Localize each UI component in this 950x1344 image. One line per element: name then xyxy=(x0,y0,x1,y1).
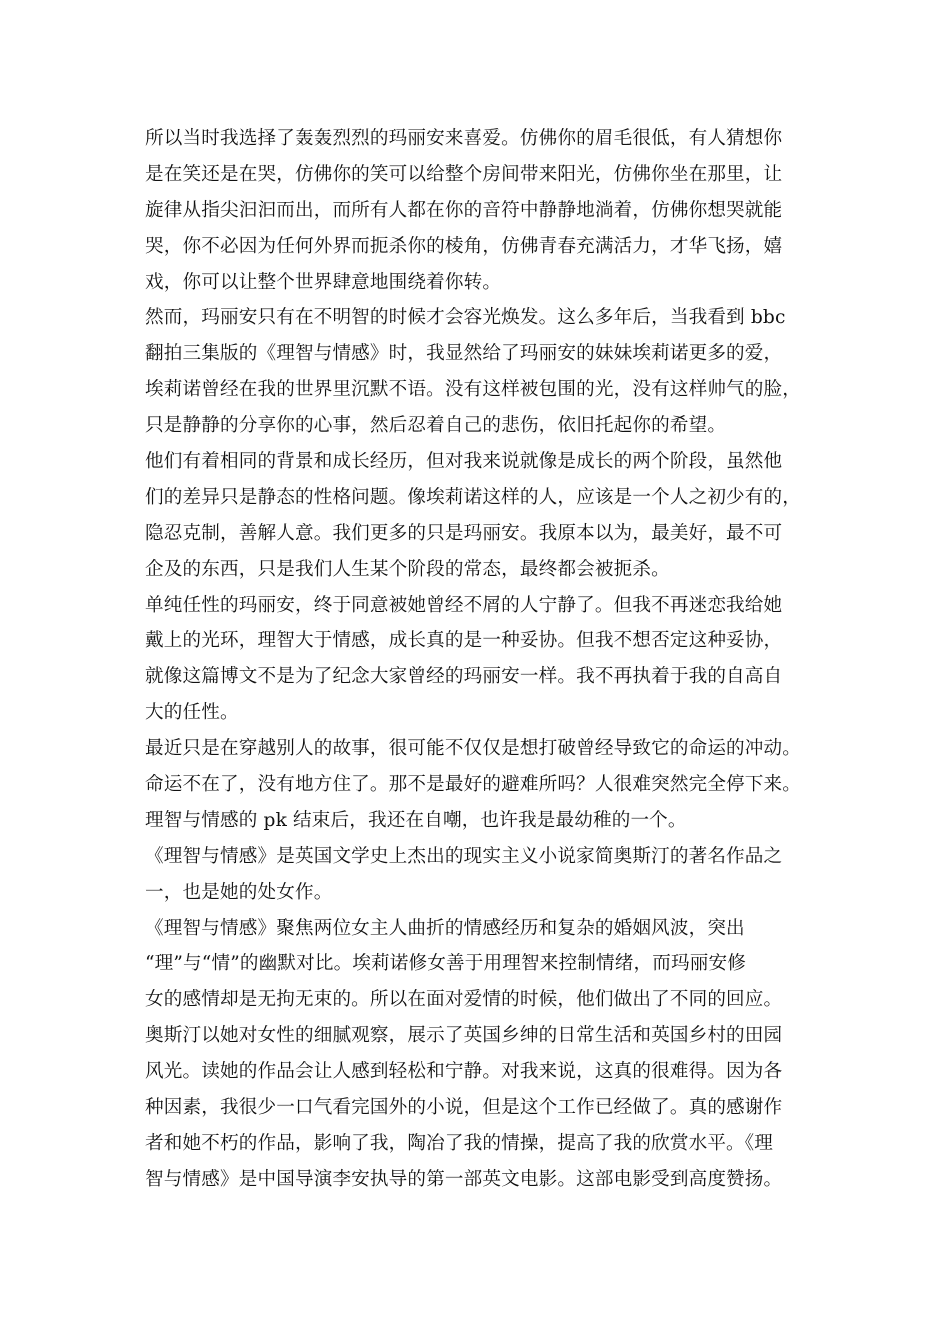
text-line: 女的感情却是无拘无束的。所以在面对爱情的时候，他们做出了不同的回应。 xyxy=(145,989,783,1011)
text-line: 所以当时我选择了轰轰烈烈的玛丽安来喜爱。仿佛你的眉毛很低，有人猜想你 xyxy=(145,128,783,149)
text-line: 大的任性。 xyxy=(145,702,239,724)
text-line: “理”与“情”的幽默对比。埃莉诺修女善于用理智来控制情绪，而玛丽安修 xyxy=(145,953,746,975)
text-line: 风光。读她的作品会让人感到轻松和宁静。对我来说，这真的很难得。因为各 xyxy=(145,1061,783,1083)
text-line: 《理智与情感》聚焦两位女主人曲折的情感经历和复杂的婚姻风波，突出 xyxy=(145,917,745,939)
text-line: 旋律从指尖汩汩而出，而所有人都在你的音符中静静地淌着，仿佛你想哭就能 xyxy=(145,199,783,221)
text-line: 一，也是她的处女作。 xyxy=(145,881,333,903)
text-line: 是在笑还是在哭，仿佛你的笑可以给整个房间带来阳光，仿佛你坐在那里，让 xyxy=(145,163,783,185)
text-line: 戏，你可以让整个世界肆意地围绕着你转。 xyxy=(145,271,502,293)
text-line: 智与情感》是中国导演李安执导的第一部英文电影。这部电影受到高度赞扬。 xyxy=(145,1168,783,1190)
text-line: 埃莉诺曾经在我的世界里沉默不语。没有这样被包围的光，没有这样帅气的脸， xyxy=(145,379,802,401)
document-body xyxy=(145,121,810,1198)
text-line: 者和她不朽的作品，影响了我，陶冶了我的情操，提高了我的欣赏水平。《理 xyxy=(145,1132,773,1154)
text-line: 最近只是在穿越别人的故事，很可能不仅仅是想打破曾经导致它的命运的冲动。 xyxy=(145,738,802,760)
text-line: 隐忍克制，善解人意。我们更多的只是玛丽安。我原本以为，最美好，最不可 xyxy=(145,522,783,544)
text-line: 企及的东西，只是我们人生某个阶段的常态，最终都会被扼杀。 xyxy=(145,558,670,580)
text-line: 命运不在了，没有地方住了。那不是最好的避难所吗？人很难突然完全停下来。 xyxy=(145,774,802,796)
text-line: 然而，玛丽安只有在不明智的时候才会容光焕发。这么多年后，当我看到 bbc xyxy=(145,307,786,329)
text-line: 单纯任性的玛丽安，终于同意被她曾经不屑的人宁静了。但我不再迷恋我给她 xyxy=(145,594,783,616)
text-line: 们的差异只是静态的性格问题。像埃莉诺这样的人，应该是一个人之初少有的， xyxy=(145,486,802,508)
text-line: 种因素，我很少一口气看完国外的小说，但是这个工作已经做了。真的感谢作 xyxy=(145,1097,783,1119)
text-line: 翻拍三集版的《理智与情感》时，我显然给了玛丽安的妹妹埃莉诺更多的爱， xyxy=(145,343,783,365)
text-line: 奥斯汀以她对女性的细腻观察，展示了英国乡绅的日常生活和英国乡村的田园 xyxy=(145,1025,783,1047)
text-line: 他们有着相同的背景和成长经历，但对我来说就像是成长的两个阶段，虽然他 xyxy=(145,451,783,473)
text-line: 《理智与情感》是英国文学史上杰出的现实主义小说家简奥斯汀的著名作品之 xyxy=(145,845,783,867)
text-line: 哭，你不必因为任何外界而扼杀你的棱角，仿佛青春充满活力，才华飞扬，嬉 xyxy=(145,235,783,257)
text-line: 理智与情感的 pk 结束后，我还在自嘲，也许我是最幼稚的一个。 xyxy=(145,809,687,831)
text-line: 只是静静的分享你的心事，然后忍着自己的悲伤，依旧托起你的希望。 xyxy=(145,415,727,437)
text-line: 就像这篇博文不是为了纪念大家曾经的玛丽安一样。我不再执着于我的自高自 xyxy=(145,666,783,688)
text-line: 戴上的光环，理智大于情感，成长真的是一种妥协。但我不想否定这种妥协， xyxy=(145,630,783,652)
